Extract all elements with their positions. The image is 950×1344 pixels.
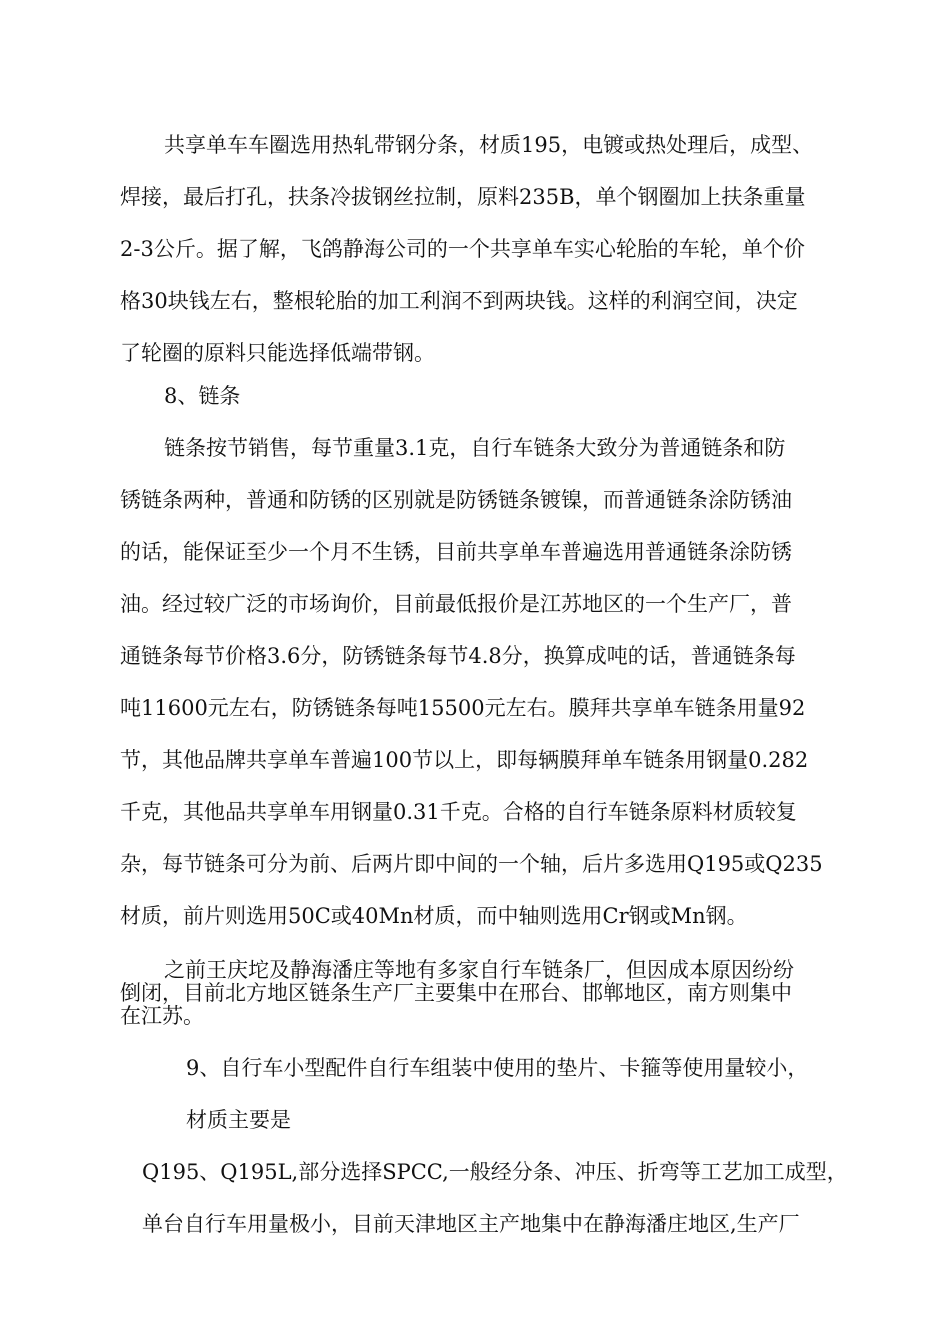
text-line: 共享单车车圈选用热轧带钢分条，材质195，电镀或热处理后，成型、 xyxy=(164,133,814,157)
text-line: 杂，每节链条可分为前、后两片即中间的一个轴，后片多选用Q195或Q235 xyxy=(120,852,823,876)
text-line: 2-3公斤。据了解，飞鸽静海公司的一个共享单车实心轮胎的车轮，单个价 xyxy=(120,237,805,261)
text-line: 链条按节销售，每节重量3.1克，自行车链条大致分为普通链条和防 xyxy=(164,436,786,460)
text-line: 单台自行车用量极小，目前天津地区主产地集中在静海潘庄地区,生产厂 xyxy=(142,1212,800,1236)
text-line: 的话，能保证至少一个月不生锈，目前共享单车普遍选用普通链条涂防锈 xyxy=(120,540,792,564)
text-line: 通链条每节价格3.6分，防锈链条每节4.8分，换算成吨的话，普通链条每 xyxy=(120,644,796,668)
text-line: 9、自行车小型配件自行车组装中使用的垫片、卡箍等使用量较小， xyxy=(186,1056,809,1080)
text-line: 焊接，最后打孔，扶条冷拔钢丝拉制，原料235B，单个钢圈加上扶条重量 xyxy=(120,185,806,209)
text-line: 锈链条两种，普通和防锈的区别就是防锈链条镀镍，而普通链条涂防锈油 xyxy=(120,488,792,512)
text-line: 节，其他品牌共享单车普遍100节以上，即每辆膜拜单车链条用钢量0.282 xyxy=(120,748,809,772)
text-line: 之前王庆坨及静海潘庄等地有多家自行车链条厂，但因成本原因纷纷 xyxy=(164,958,794,982)
text-line: 倒闭，目前北方地区链条生产厂主要集中在邢台、邯郸地区，南方则集中 xyxy=(120,981,792,1005)
text-line: 材质，前片则选用50C或40Mn材质，而中轴则选用Cr钢或Mn钢。 xyxy=(120,904,748,928)
text-line: 吨11600元左右，防锈链条每吨15500元左右。膜拜共享单车链条用量92 xyxy=(120,696,806,720)
text-line: 了轮圈的原料只能选择低端带钢。 xyxy=(120,341,435,365)
text-line: 千克，其他品共享单车用钢量0.31千克。合格的自行车链条原料材质较复 xyxy=(120,800,797,824)
text-line: 在江苏。 xyxy=(120,1004,204,1028)
text-line: 材质主要是 xyxy=(186,1108,291,1132)
text-line: Q195、Q195L,部分选择SPCC,一般经分条、冲压、折弯等工艺加工成型， xyxy=(142,1160,848,1184)
section-heading-chain: 8、链条 xyxy=(164,384,241,408)
text-line: 格30块钱左右，整根轮胎的加工利润不到两块钱。这样的利润空间，决定 xyxy=(120,289,798,313)
text-line: 油。经过较广泛的市场询价，目前最低报价是江苏地区的一个生产厂，普 xyxy=(120,592,792,616)
